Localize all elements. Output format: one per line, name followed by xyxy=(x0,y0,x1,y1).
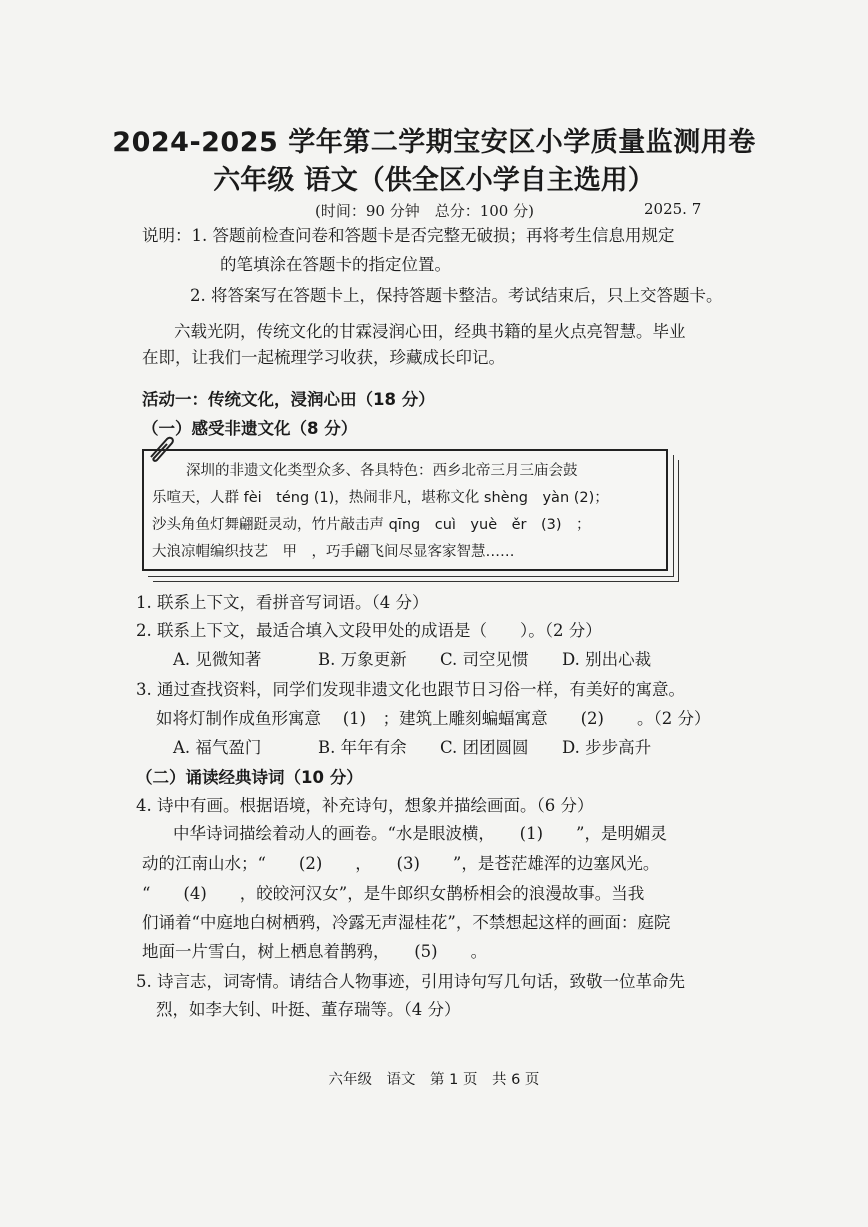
question-3-line-2: 如将灯制作成鱼形寓意 (1) ；建筑上雕刻蝙蝠寓意 (2) 。（2 分） xyxy=(156,709,711,728)
q3-option-c: C. 团团圆圆 xyxy=(440,738,529,757)
q3-option-a: A. 福气盈门 xyxy=(173,738,262,757)
question-4: 4. 诗中有画。根据语境，补充诗句，想象并描绘画面。（6 分） xyxy=(136,796,594,815)
q2-option-a: A. 见微知著 xyxy=(173,650,262,669)
intro-line-2: 在即，让我们一起梳理学习收获，珍藏成长印记。 xyxy=(142,348,505,367)
q3-option-d: D. 步步高升 xyxy=(562,738,652,757)
q4-text-line: 中华诗词描绘着动人的画卷。“水是眼波横， (1) ”，是明媚灵 xyxy=(173,824,667,843)
question-5-line-2: 烈，如李大钊、叶挺、董存瑞等。（4 分） xyxy=(156,1000,461,1019)
activity1-heading: 活动一：传统文化，浸润心田（18 分） xyxy=(142,390,435,409)
passage-line: 深圳的非遗文化类型众多、各具特色：西乡北帝三月三庙会鼓 xyxy=(186,463,578,479)
q2-option-c: C. 司空见惯 xyxy=(440,650,529,669)
part1-heading: （一）感受非遗文化（8 分） xyxy=(142,419,358,438)
passage-line: 乐喧天，人群 fèi téng (1)，热闹非凡，堪称文化 shèng yàn (2)； xyxy=(152,490,609,506)
q4-text-line: 们诵着“中庭地白树栖鸦，冷露无声湿桂花”，不禁想起这样的画面：庭院 xyxy=(142,913,671,932)
q4-text-line: 地面一片雪白，树上栖息着鹊鸦， (5) 。 xyxy=(142,942,488,961)
exam-subtitle: 六年级 语文（供全区小学自主选用） xyxy=(213,165,655,196)
intro-line-1: 六载光阴，传统文化的甘霖浸润心田，经典书籍的星火点亮智慧。毕业 xyxy=(174,322,686,341)
time-info: (时间：90 分钟 总分：100 分) xyxy=(315,202,534,220)
passage-line: 沙头角鱼灯舞翩跹灵动，竹片敲击声 qīng cuì yuè ěr (3) ； xyxy=(152,517,591,533)
question-2: 2. 联系上下文，最适合填入文段甲处的成语是（ ）。（2 分） xyxy=(136,621,602,640)
q2-option-b: B. 万象更新 xyxy=(318,650,407,669)
instruction-line-1: 说明：1. 答题前检查问卷和答题卡是否完整无破损；再将考生信息用规定 xyxy=(142,226,675,245)
part2-heading: （二）诵读经典诗词（10 分） xyxy=(136,768,363,787)
instruction-line-2: 的笔填涂在答题卡的指定位置。 xyxy=(220,255,451,274)
paperclip-icon xyxy=(143,433,179,463)
question-1: 1. 联系上下文，看拼音写词语。（4 分） xyxy=(136,593,429,612)
q4-text-line: 动的江南山水；“ (2) ， (3) ”，是苍茫雄浑的边塞风光。 xyxy=(142,854,660,873)
q2-option-d: D. 别出心裁 xyxy=(562,650,652,669)
page-footer: 六年级 语文 第 1 页 共 6 页 xyxy=(328,1072,540,1088)
question-5: 5. 诗言志，词寄情。请结合人物事迹，引用诗句写几句话，致敬一位革命先 xyxy=(136,972,685,991)
exam-date: 2025. 7 xyxy=(644,200,702,218)
instruction-line-3: 2. 将答案写在答题卡上，保持答题卡整洁。考试结束后，只上交答题卡。 xyxy=(190,286,723,305)
q3-option-b: B. 年年有余 xyxy=(318,738,407,757)
exam-title: 2024-2025 学年第二学期宝安区小学质量监测用卷 xyxy=(112,127,756,158)
question-3: 3. 通过查找资料，同学们发现非遗文化也跟节日习俗一样，有美好的寓意。 xyxy=(136,680,685,699)
q4-text-line: “ (4) ，皎皎河汉女”，是牛郎织女鹊桥相会的浪漫故事。当我 xyxy=(142,884,645,903)
passage-line: 大浪凉帽编织技艺 甲 ，巧手翩飞间尽显客家智慧…… xyxy=(152,544,515,560)
passage-box xyxy=(142,449,668,571)
